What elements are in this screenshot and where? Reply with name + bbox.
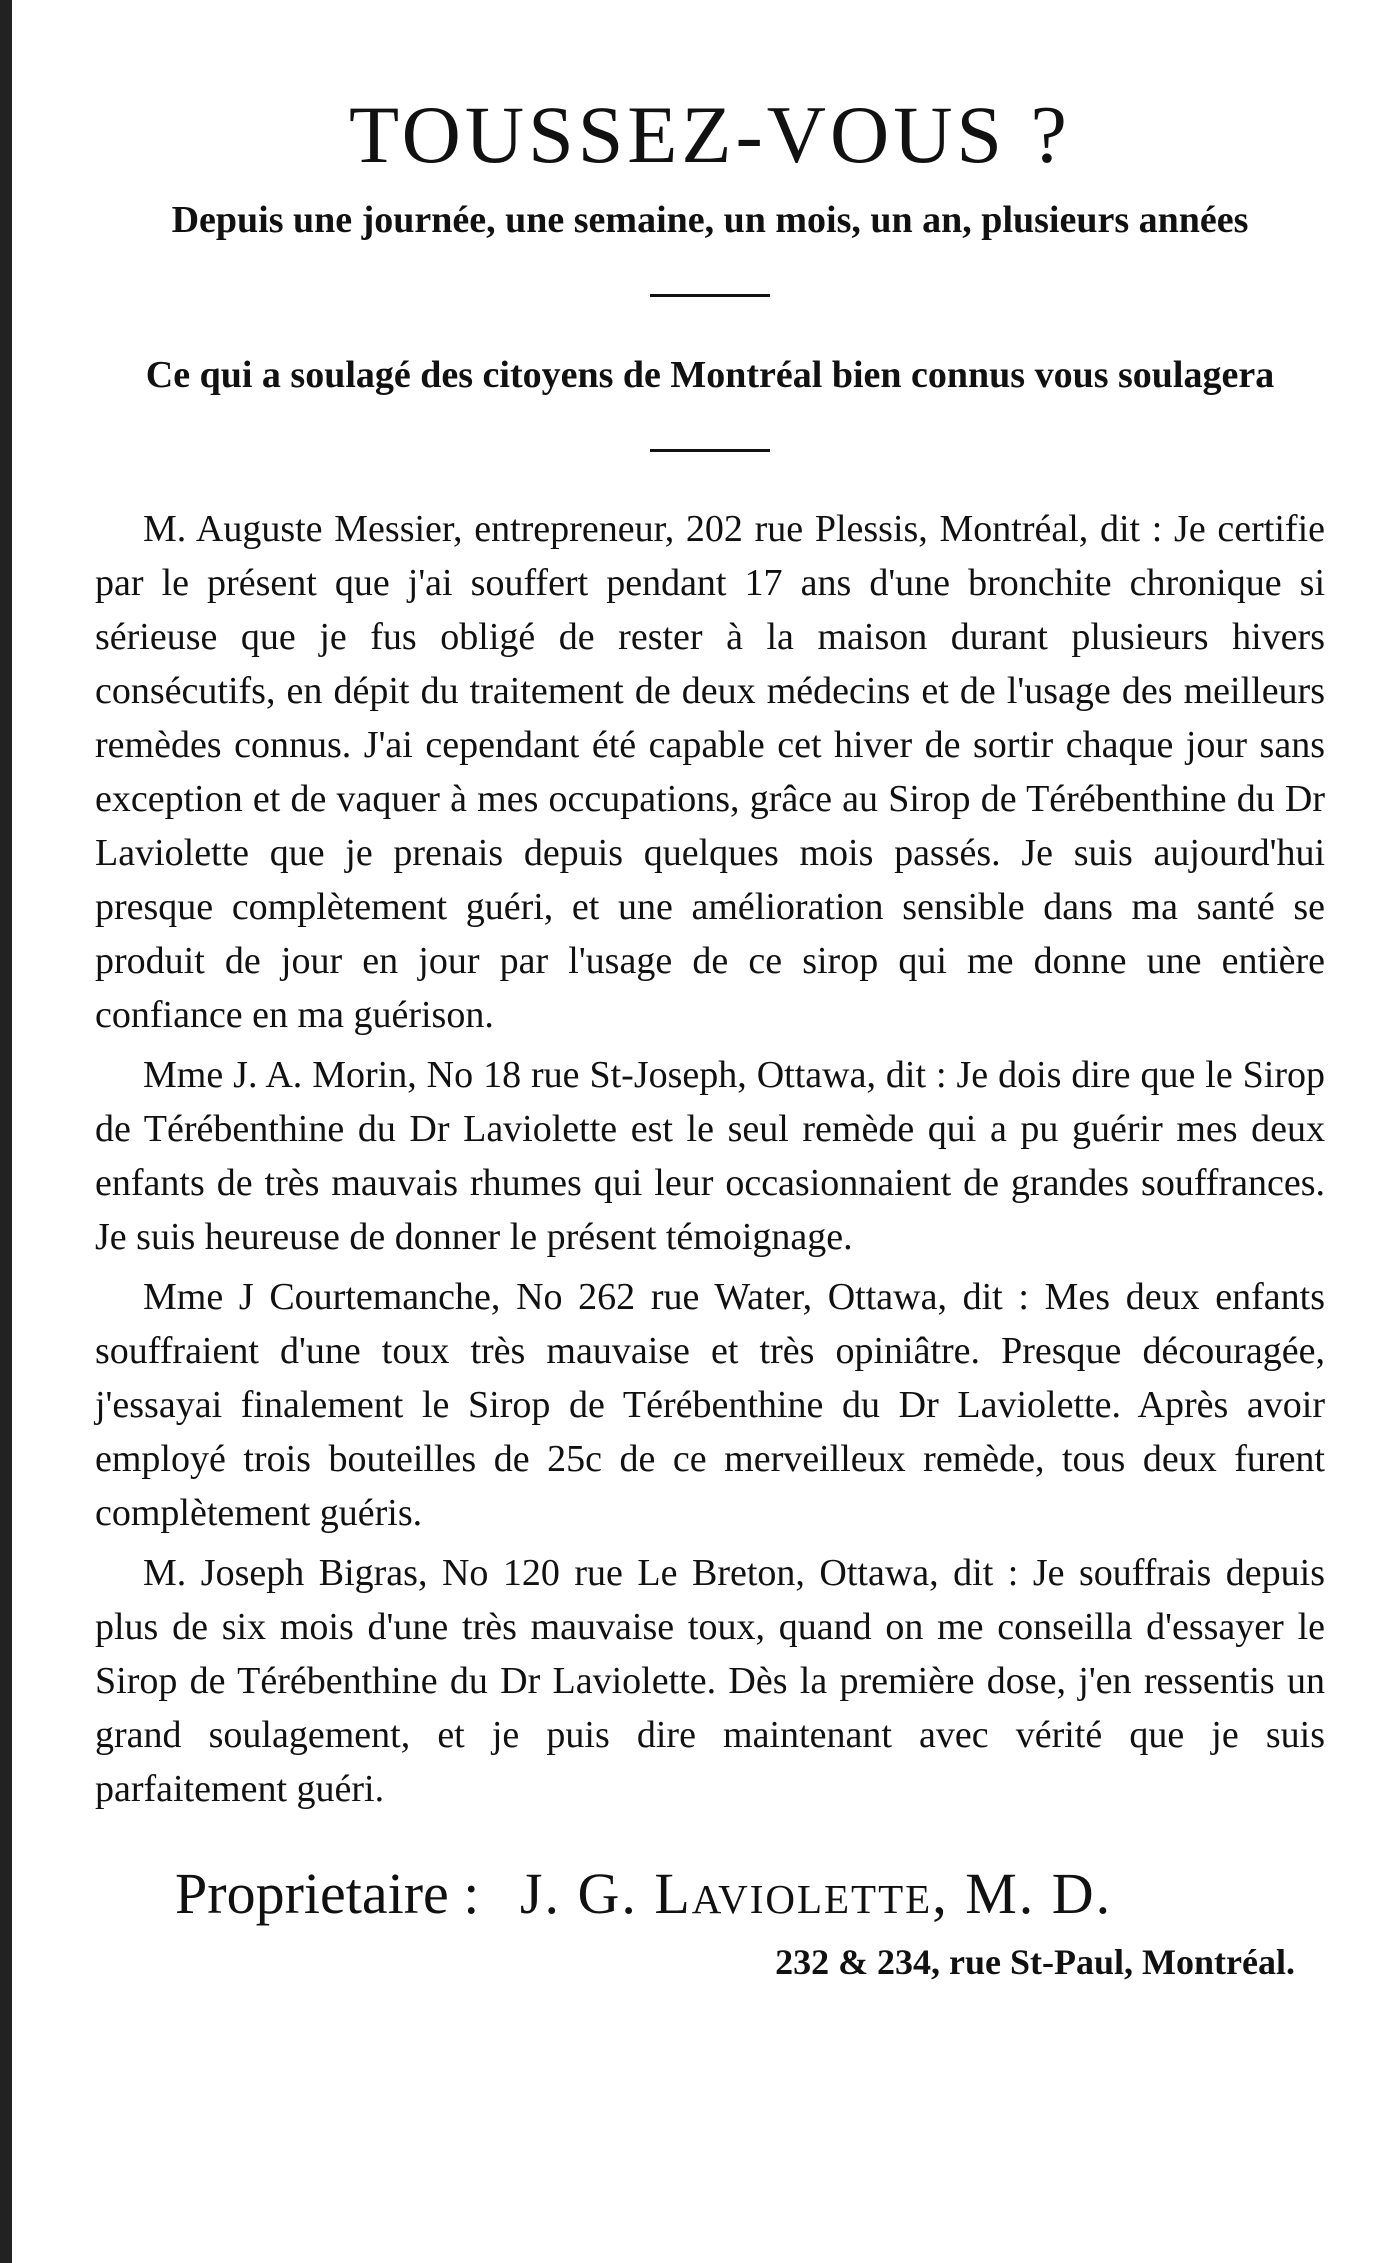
divider-2 <box>650 449 770 452</box>
subtitle-relief: Ce qui a soulagé des citoyens de Montréal bien connus vous soulagera <box>145 354 1275 396</box>
proprietor-label: Proprietaire : <box>175 1861 480 1926</box>
divider-1 <box>650 294 770 297</box>
scan-edge <box>0 0 12 2263</box>
proprietor-name: J. G. Laviolette, M. D. <box>519 1861 1113 1926</box>
page-title: TOUSSEZ-VOUS ? <box>349 89 1071 180</box>
testimonial-bigras: M. Joseph Bigras, No 120 rue Le Breton, Ottawa, dit : Je souffrais depuis plus de six mois d'une très mauvaise toux, quand on me conseilla d'essayer le Sirop de Térébenthine du Dr Laviolette. Dès la première dose, j'en ressentis un grand soulagement, et je puis dire maintenant avec vérité que je suis parfaitement guéri. <box>95 1552 1325 1810</box>
testimonial-morin: Mme J. A. Morin, No 18 rue St-Joseph, Ottawa, dit : Je dois dire que le Sirop de Térébenthine du Dr Laviolette est le seul remède qui a pu guérir mes deux enfants de très mauvais rhumes qui leur occasionnaient de grandes souffrances. Je suis heureuse de donner le présent témoignage. <box>95 1054 1325 1258</box>
testimonial-courtemanche: Mme J Courtemanche, No 262 rue Water, Ottawa, dit : Mes deux enfants souffraient d'une toux très mauvaise et très opiniâtre. Presque découragée, j'essayai finalement le Sirop de Térébenthine du Dr Laviolette. Après avoir employé trois bouteilles de 25c de ce merveilleux remède, tous deux furent complètement guéris. <box>95 1276 1325 1534</box>
testimonial-messier: M. Auguste Messier, entrepreneur, 202 rue Plessis, Montréal, dit : Je certifie par le présent que j'ai souffert pendant 17 ans d'une bronchite chronique si sérieuse que je fus obligé de rester à la maison durant plusieurs hivers consécutifs, en dépit du traitement de deux médecins et de l'usage des meilleurs remèdes connus. J'ai cependant été capable cet hiver de sortir chaque jour sans exception et de vaquer à mes occupations, grâce au Sirop de Térébenthine du Dr Laviolette que je prenais depuis quelques mois passés. Je suis aujourd'hui presque complètement guéri, et une amélioration sensible dans ma santé se produit de jour en jour par l'usage de ce sirop qui me donne une entière confiance en ma guérison. <box>95 508 1325 1036</box>
proprietor-line <box>95 1860 1325 1927</box>
proprietor-address: 232 & 234, rue St-Paul, Montréal. <box>775 1942 1295 1982</box>
subtitle-duration: Depuis une journée, une semaine, un mois, un an, plusieurs années <box>171 199 1249 241</box>
advertisement-page <box>95 70 1325 2220</box>
